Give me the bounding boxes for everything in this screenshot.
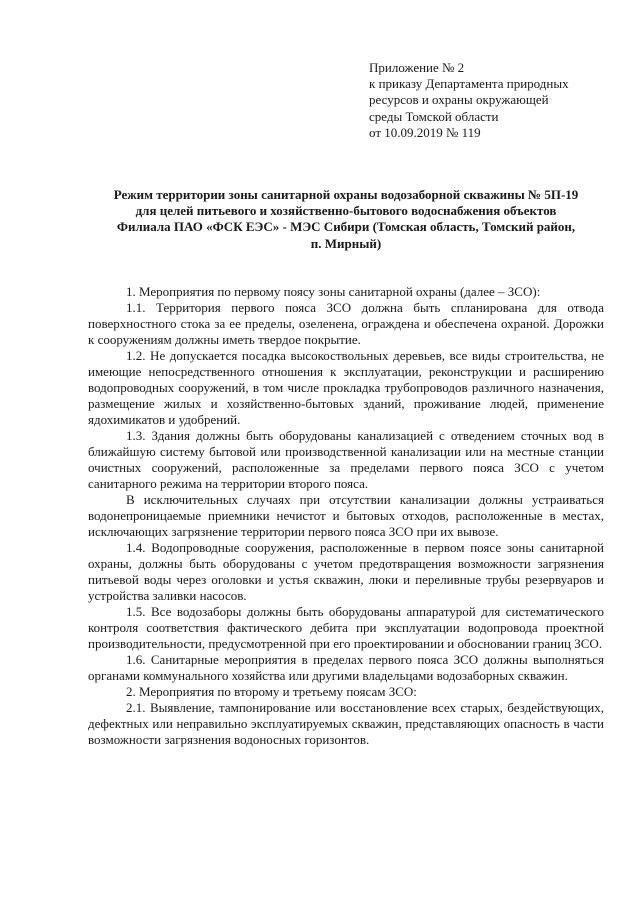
paragraph-1-4: 1.4. Водопроводные сооружения, расположенные в первом поясе зоны санитарной охраны, должны быть оборудованы с учетом предотвращения возможности загрязнения питьевой воды через оголовки и устья скважин, люки и переливные трубы резервуаров и устройства заливки насосов.	[88, 540, 604, 603]
document-body	[88, 284, 604, 748]
paragraph-2-1: 2.1. Выявление, тампонирование или восстановление всех старых, бездействующих, дефектных или неправильно эксплуатируемых скважин, представляющих опасность в части возможности загрязнения водоносных горизонтов.	[88, 700, 604, 747]
appendix-line: к приказу Департамента природных	[369, 76, 569, 92]
paragraph-section-1: 1. Мероприятия по первому поясу зоны санитарной охраны (далее – ЗСО):	[126, 284, 541, 299]
appendix-line: среды Томской области	[369, 108, 499, 124]
paragraph-1-6: 1.6. Санитарные мероприятия в пределах первого пояса ЗСО должны выполняться органами коммунального хозяйства или другими владельцами водозаборных скважин.	[88, 652, 604, 683]
title-line: для целей питьевого и хозяйственно-бытового водоснабжения объектов	[135, 203, 557, 219]
title-line: Режим территории зоны санитарной охраны водозаборной скважины № 5П-19	[113, 187, 579, 202]
paragraph-1-2: 1.2. Не допускается посадка высокоствольных деревьев, все виды строительства, не имеющие непосредственного отношения к эксплуатации, реконструкции и расширению водопроводных сооружений, в том числе прокладка трубопроводов различного назначения, размещение жилых и хозяйственно-бытовых зданий, проживание людей, применение ядохимикатов и удобрений.	[88, 348, 604, 427]
appendix-note	[369, 60, 609, 141]
paragraph-1-3-exception: В исключительных случаях при отсутствии канализации должны устраиваться водонепроницаемые приемники нечистот и бытовых отходов, расположенные в местах, исключающих загрязнение территории первого пояса ЗСО при их вывозе.	[88, 492, 604, 539]
document-title	[88, 187, 604, 252]
paragraph-1-3: 1.3. Здания должны быть оборудованы канализацией с отведением сточных вод в ближайшую систему бытовой или производственной канализации или на местные станции очистных сооружений, расположенные за пределами первого пояса ЗСО с учетом санитарного режима на территории второго пояса.	[88, 428, 604, 491]
title-line: п. Мирный)	[310, 235, 382, 251]
paragraph-section-2: 2. Мероприятия по второму и третьему поясам ЗСО:	[126, 684, 417, 699]
paragraph-1-5: 1.5. Все водозаборы должны быть оборудованы аппаратурой для систематического контроля соответствия фактического дебита при эксплуатации водопровода проектной производительности, предусмотренной при его проектировании и обосновании границ ЗСО.	[88, 604, 604, 651]
appendix-line: ресурсов и охраны окружающей	[369, 92, 549, 108]
appendix-line: Приложение № 2	[369, 60, 465, 75]
title-line: Филиала ПАО «ФСК ЕЭС» - МЭС Сибири (Томская область, Томский район,	[116, 219, 576, 235]
paragraph-1-1: 1.1. Территория первого пояса ЗСО должна быть спланирована для отвода поверхностного стока за ее пределы, озеленена, ограждена и обеспечена охраной. Дорожки к сооружениям должны иметь твердое покрытие.	[88, 300, 604, 347]
appendix-line: от 10.09.2019 № 119	[369, 124, 481, 140]
